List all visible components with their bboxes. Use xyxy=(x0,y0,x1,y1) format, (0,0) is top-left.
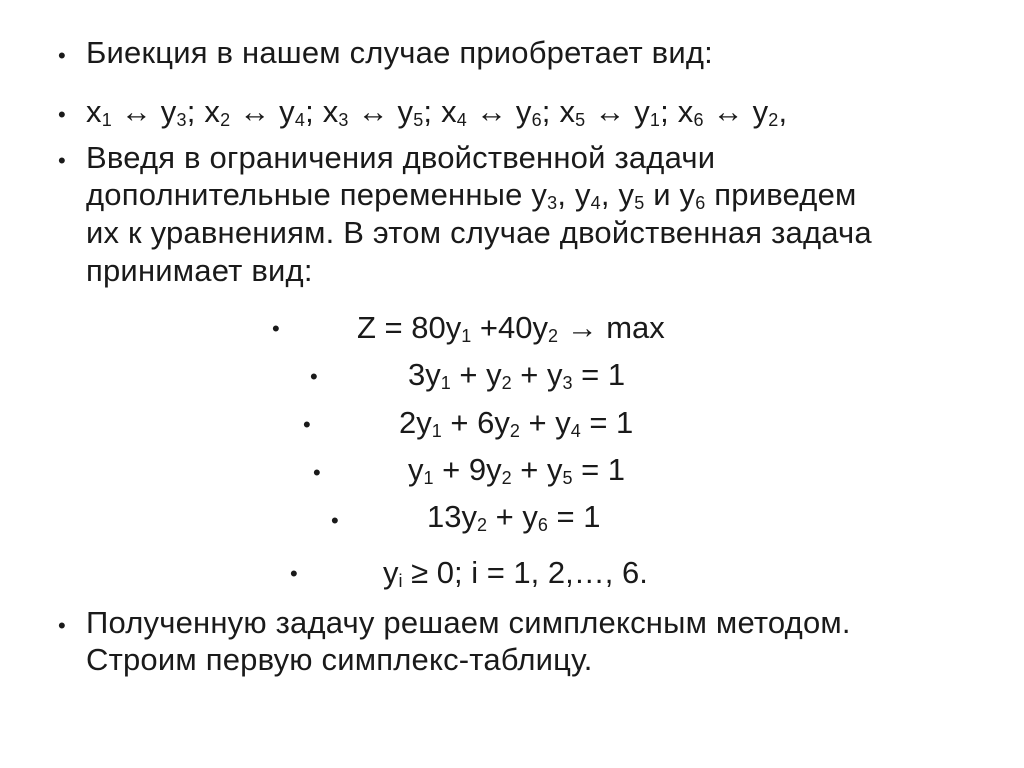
text-line-bijection-title: Биекция в нашем случае приобретает вид: xyxy=(86,35,713,70)
text-line: Полученную задачу решаем симплексным методом. xyxy=(86,605,851,640)
bijection-mapping xyxy=(86,93,787,131)
objective-function: $Z = 80y_1 +40y_2 \to \max$ xyxy=(357,310,665,346)
pair: $x_4$ ↔ $y_6$; xyxy=(441,94,551,130)
bullet-marker: • xyxy=(58,148,66,173)
bullet-marker: • xyxy=(303,412,311,437)
pair: $x_5$ ↔ $y_1$; xyxy=(559,94,669,130)
bullet-marker: • xyxy=(58,613,66,638)
bullet-marker: • xyxy=(331,508,339,533)
text-line: их к уравнениям. В этом случае двойственная задача xyxy=(86,215,872,250)
pair: $x_2$ ↔ $y_4$; xyxy=(204,94,314,130)
bullet-marker: • xyxy=(58,102,66,127)
pair: $x_3$ ↔ $y_5$; xyxy=(322,94,433,130)
constraint-equation-4: $13y_2 + y_6 = 1$ xyxy=(427,499,601,535)
pair: $x_1$ ↔ $y_3$; xyxy=(86,94,196,130)
text-line: принимает вид: xyxy=(86,253,313,288)
bullet-marker: • xyxy=(310,364,318,389)
bullet-marker: • xyxy=(290,561,298,586)
bullet-marker: • xyxy=(272,316,280,341)
bullet-marker: • xyxy=(313,460,321,485)
constraint-equation-3: $y_1 + 9y_2 + y_5 = 1$ xyxy=(408,452,626,488)
bullet-marker: • xyxy=(58,43,66,68)
text-line: Введя в ограничения двойственной задачи xyxy=(86,140,716,175)
constraint-equation-2: $2y_1 + 6y_2 + y_4 = 1$ xyxy=(399,405,634,441)
text-line: Строим первую симплекс-таблицу. xyxy=(86,642,593,677)
text-line: дополнительные переменные $y_3$, $y_4$, $y_5$ и $y_6$ приведем xyxy=(86,177,857,213)
pair: $x_6$ ↔ $y_2$, xyxy=(677,94,788,130)
non-negativity-constraint: $y_i \ge 0$; i = 1, 2,…, 6. xyxy=(383,555,648,591)
constraint-equation-1: $3y_1 + y_2 + y_3 = 1$ xyxy=(408,357,626,393)
